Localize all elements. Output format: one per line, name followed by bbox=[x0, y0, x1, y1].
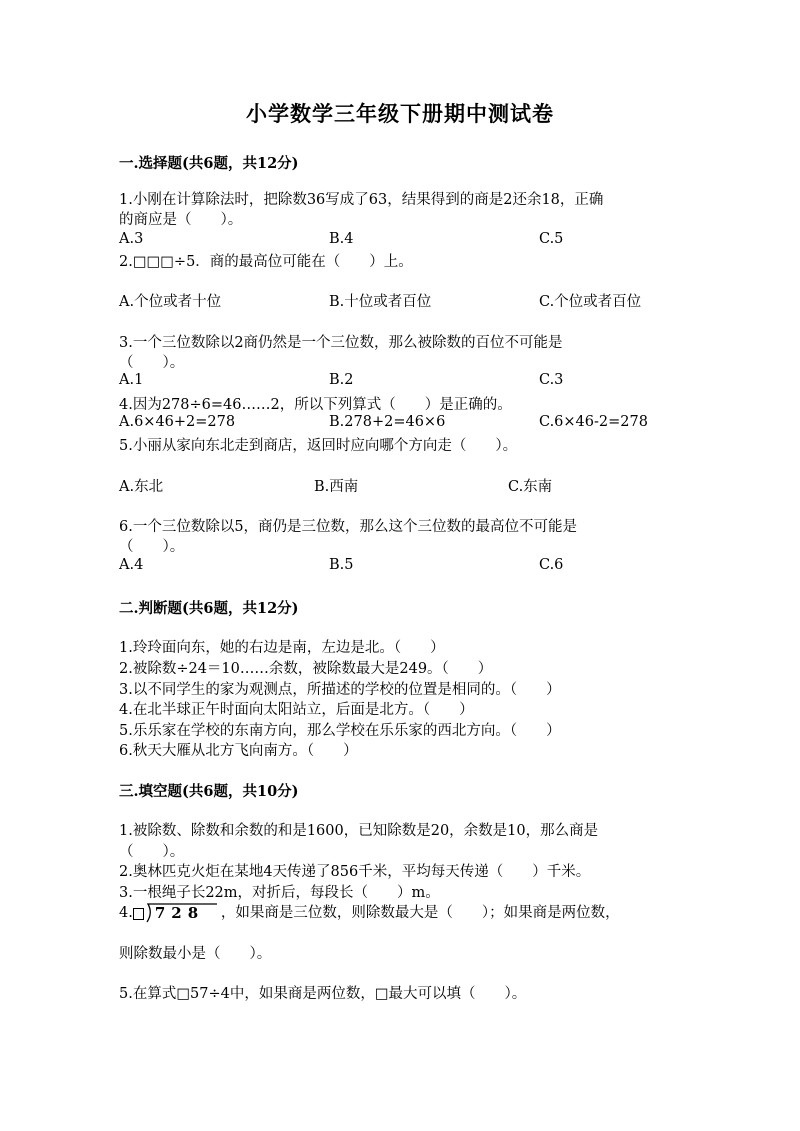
choice-q5-text: 5.小丽从家向东北走到商店，返回时应向哪个方向走（ ）。 bbox=[119, 438, 518, 454]
fill-q4-number: 4. bbox=[119, 905, 133, 921]
choice-q4-text: 4.因为278÷6=46……2，所以下列算式（ ）是正确的。 bbox=[119, 397, 512, 413]
choice-q3-text-cont: （ ）。 bbox=[119, 355, 185, 371]
choice-q2-option-b: B.十位或者百位 bbox=[329, 294, 432, 310]
judge-q6: 6.秋天大雁从北方飞向南方。（ ） bbox=[119, 743, 358, 759]
fill-q4-row bbox=[119, 901, 620, 925]
choice-q6-text-cont: （ ）。 bbox=[119, 539, 185, 555]
fill-q5-text: 5.在算式□57÷4中，如果商是两位数，□最大可以填（ ）。 bbox=[119, 986, 527, 1002]
judge-q1: 1.玲玲面向东，她的右边是南，左边是北。（ ） bbox=[119, 640, 445, 656]
choice-q3-text: 3.一个三位数除以2商仍然是一个三位数，那么被除数的百位不可能是 bbox=[119, 335, 563, 351]
choice-q3-option-a: A.1 bbox=[119, 372, 144, 388]
choice-q4-option-c: C.6×46-2=278 bbox=[539, 414, 648, 430]
judge-q5: 5.乐乐家在学校的东南方向，那么学校在乐乐家的西北方向。（ ） bbox=[119, 723, 561, 739]
choice-q1-option-b: B.4 bbox=[329, 231, 354, 247]
judge-q3: 3.以不同学生的家为观测点，所描述的学校的位置是相同的。（ ） bbox=[119, 682, 561, 698]
choice-q2-option-c: C.个位或者百位 bbox=[539, 294, 642, 310]
fill-q3-text: 3.一根绳子长22m，对折后，每段长（ ）m。 bbox=[119, 885, 440, 901]
fill-q4-text: ，如果商是三位数，则除数最大是（ ）；如果商是两位数， bbox=[220, 905, 620, 921]
section-heading-judge: 二.判断题(共6题，共12分) bbox=[119, 600, 299, 617]
choice-q5-option-a: A.东北 bbox=[119, 479, 164, 495]
choice-q6-option-a: A.4 bbox=[119, 557, 144, 573]
fill-q4-text-cont: 则除数最小是（ ）。 bbox=[119, 946, 272, 962]
choice-q5-option-c: C.东南 bbox=[508, 479, 553, 495]
choice-q1-option-c: C.5 bbox=[539, 231, 564, 247]
fill-q1-text-cont: （ ）。 bbox=[119, 844, 185, 860]
judge-q4: 4.在北半球正午时面向太阳站立，后面是北方。（ ） bbox=[119, 702, 474, 718]
choice-q6-option-c: C.6 bbox=[539, 557, 564, 573]
long-division-figure bbox=[133, 901, 219, 925]
page-title: 小学数学三年级下册期中测试卷 bbox=[246, 101, 554, 126]
choice-q5-option-b: B.西南 bbox=[314, 479, 359, 495]
dividend: 728 bbox=[154, 904, 205, 922]
choice-q1-text: 1.小刚在计算除法时，把除数36写成了63，结果得到的商是2还余18，正确 bbox=[119, 192, 604, 208]
fill-q2-text: 2.奥林匹克火炬在某地4天传递了856千米，平均每天传递（ ）千米。 bbox=[119, 864, 591, 880]
section-heading-fill: 三.填空题(共6题，共10分) bbox=[119, 783, 299, 800]
section-heading-choice: 一.选择题(共6题，共12分) bbox=[119, 155, 299, 172]
choice-q4-option-b: B.278+2=46×6 bbox=[329, 414, 446, 430]
choice-q3-option-c: C.3 bbox=[539, 372, 564, 388]
choice-q2-option-a: A.个位或者十位 bbox=[119, 294, 222, 310]
choice-q4-option-a: A.6×46+2=278 bbox=[119, 414, 236, 430]
fill-q1-text: 1.被除数、除数和余数的和是1600，已知除数是20，余数是10，那么商是 bbox=[119, 823, 599, 839]
choice-q1-option-a: A.3 bbox=[119, 231, 144, 247]
choice-q1-text-cont: 的商应是（ ）。 bbox=[119, 212, 243, 228]
choice-q6-text: 6.一个三位数除以5，商仍是三位数，那么这个三位数的最高位不可能是 bbox=[119, 519, 578, 535]
choice-q2-text: 2.□□□÷5．商的最高位可能在（ ）上。 bbox=[119, 254, 413, 270]
choice-q6-option-b: B.5 bbox=[329, 557, 354, 573]
judge-q2: 2.被除数÷24＝10……余数，被除数最大是249。（ ） bbox=[119, 661, 493, 677]
choice-q3-option-b: B.2 bbox=[329, 372, 354, 388]
